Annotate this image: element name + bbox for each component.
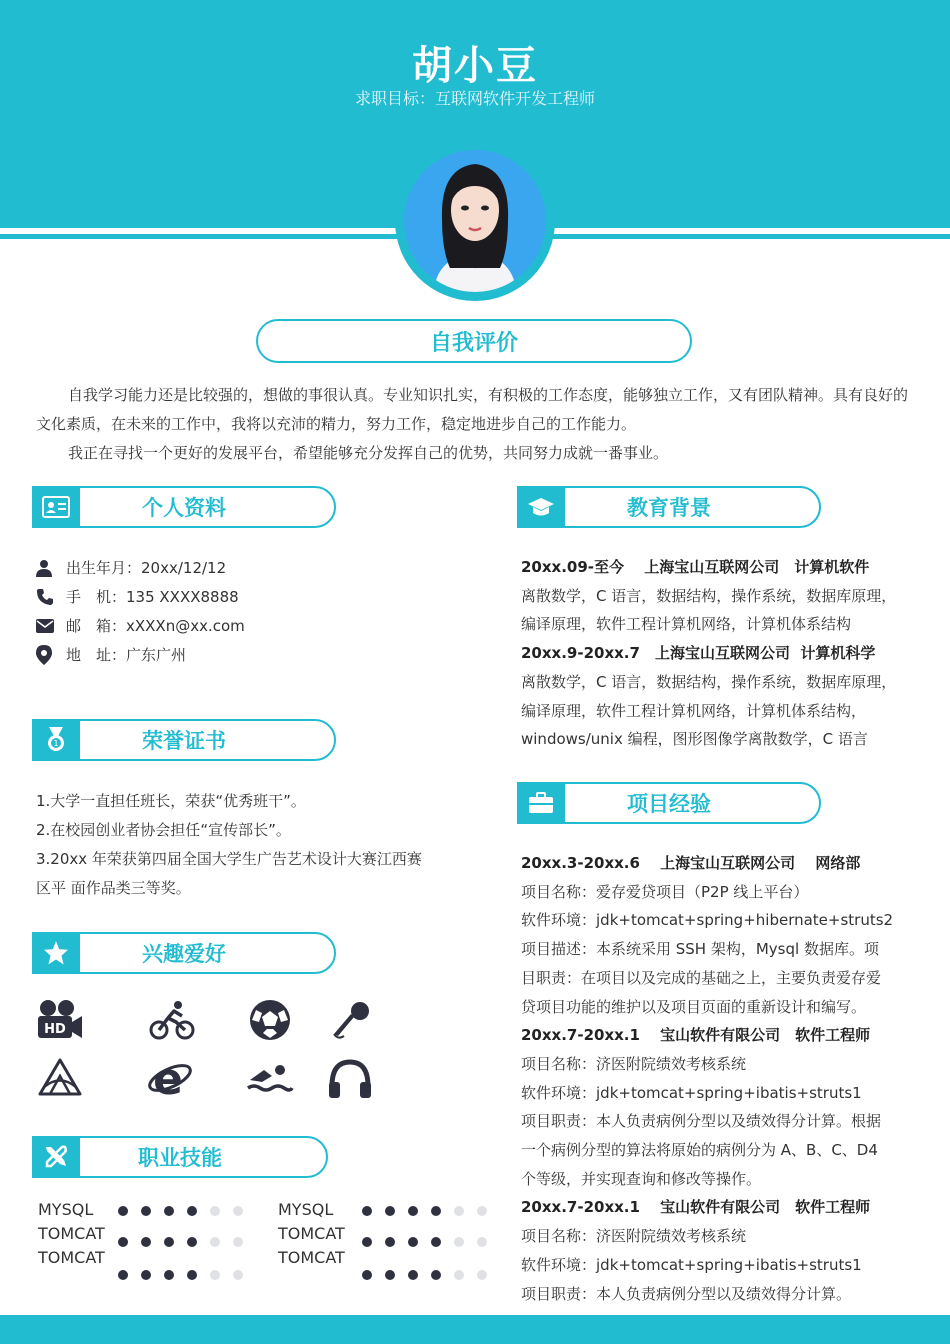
skill-dot-empty [454, 1206, 464, 1216]
entry-heading: 20xx.7-20xx.1 宝山软件有限公司 软件工程师 [521, 1026, 871, 1045]
entry-line: 项目描述：本系统采用 SSH 架构，Mysql 数据库。项 [521, 940, 879, 959]
skill-name: TOMCAT [278, 1248, 345, 1267]
entry-line: 项目名称：济医附院绩效考核系统 [521, 1227, 747, 1246]
skill-dot-empty [477, 1270, 487, 1280]
skill-name: MYSQL [278, 1200, 334, 1219]
entry-line: 项目名称：爱存爱贷项目（P2P 线上平台） [521, 882, 809, 901]
entry-line: 软件环境：jdk+tomcat+spring+ibatis+struts1 [521, 1083, 862, 1102]
section-honors-title: 荣誉证书 [32, 719, 336, 761]
self-eval-paragraph: 我正在寻找一个更好的发展平台，希望能够充分发挥自己的优势，共同努力成就一番事业。 [68, 444, 669, 462]
skill-dot-filled [385, 1237, 395, 1247]
location-icon [36, 645, 58, 665]
hd-video-camera-icon [36, 998, 84, 1042]
medal-icon [32, 719, 80, 761]
candidate-name: 胡小豆 [412, 43, 538, 89]
honors-list [36, 787, 456, 903]
entry-heading: 20xx.9-20xx.7 上海宝山互联网公司 计算机科学 [521, 644, 876, 663]
tent-icon [36, 1056, 84, 1100]
skill-name: MYSQL [38, 1200, 94, 1219]
star-icon [32, 932, 80, 974]
skill-dot-empty [454, 1270, 464, 1280]
avatar [404, 150, 546, 292]
job-target: 求职目标：互联网软件开发工程师 [354, 89, 595, 108]
info-address [36, 640, 186, 669]
cycling-icon [148, 998, 196, 1042]
swimming-icon [246, 1056, 294, 1100]
skill-dot-filled [141, 1237, 151, 1247]
section-projects-title: 项目经验 [517, 782, 821, 824]
svg-text:e: e [153, 1056, 183, 1100]
section-skills [32, 1136, 328, 1178]
skill-name: TOMCAT [38, 1248, 105, 1267]
skill-dot-empty [477, 1237, 487, 1247]
footer-bar [0, 1315, 950, 1344]
info-phone [36, 582, 239, 611]
list-item: 3.20xx 年荣获第四届全国大学生广告艺术设计大赛江西赛 [36, 850, 422, 868]
entry-line: 软件环境：jdk+tomcat+spring+hibernate+struts2 [521, 911, 894, 930]
skill-name: TOMCAT [38, 1224, 105, 1243]
skill-dot-empty [210, 1237, 220, 1247]
skill-dot-empty [477, 1206, 487, 1216]
section-hobbies-title: 兴趣爱好 [32, 932, 336, 974]
entry-line: 编译原理，软件工程计算机网络，计算机体系结构 [521, 615, 852, 634]
entry-line: 软件环境：jdk+tomcat+spring+ibatis+struts1 [521, 1255, 862, 1274]
info-phone-text: 手 机：135 XXXX8888 [66, 588, 239, 606]
mail-icon [36, 619, 58, 633]
graduation-cap-icon [517, 486, 565, 528]
skill-dot-empty [210, 1206, 220, 1216]
skill-dot-filled [118, 1270, 128, 1280]
skill-dot-filled [431, 1237, 441, 1247]
entry-line: 编译原理，软件工程计算机网络，计算机体系结构， [521, 701, 867, 720]
skill-dot-filled [431, 1206, 441, 1216]
entry-line: 目职责：在项目以及完成的基础之上，主要负责爱存爱 [521, 968, 882, 987]
skill-dot-filled [362, 1237, 372, 1247]
skill-dot-filled [187, 1270, 197, 1280]
tools-icon [32, 1136, 80, 1178]
entry-heading: 20xx.7-20xx.1 宝山软件有限公司 软件工程师 [521, 1198, 871, 1217]
section-education-title: 教育背景 [517, 486, 821, 528]
phone-icon [36, 588, 58, 606]
section-hobbies [32, 932, 336, 974]
skill-level [118, 1237, 256, 1247]
info-address-text: 地 址：广东广州 [66, 646, 187, 664]
section-skills-title: 职业技能 [32, 1136, 328, 1178]
skill-level [362, 1237, 500, 1247]
info-email-text: 邮 箱：xXXXn@xx.com [66, 617, 245, 635]
skill-dot-filled [408, 1206, 418, 1216]
skill-dot-filled [164, 1270, 174, 1280]
section-education [517, 486, 821, 528]
info-email [36, 611, 245, 640]
skill-dot-filled [431, 1270, 441, 1280]
education-list [521, 553, 921, 754]
skill-dot-filled [141, 1270, 151, 1280]
entry-line: windows/unix 编程，图形图像学离散数学，C 语言 [521, 730, 868, 749]
svg-text:1: 1 [53, 739, 59, 748]
skill-dot-empty [233, 1206, 243, 1216]
skill-dot-empty [233, 1237, 243, 1247]
entry-heading: 20xx.09-至今 上海宝山互联网公司 计算机软件 [521, 558, 870, 576]
headphones-icon [326, 1056, 374, 1100]
skill-dot-empty [210, 1270, 220, 1280]
microphone-icon [328, 998, 376, 1042]
skill-dot-filled [187, 1237, 197, 1247]
entry-line: 离散数学，C 语言，数据结构，操作系统，数据库原理， [521, 586, 897, 605]
person-icon [36, 559, 58, 577]
svg-text:HD: HD [44, 1022, 66, 1037]
entry-line: 项目名称：济医附院绩效考核系统 [521, 1054, 747, 1073]
soccer-ball-icon [246, 998, 294, 1042]
projects-list [521, 849, 921, 1308]
list-item: 2.在校园创业者协会担任“宣传部长”。 [36, 821, 291, 839]
skill-dot-filled [118, 1206, 128, 1216]
entry-line: 一个病例分型的算法将原始的病例分为 A、B、C、D4 [521, 1141, 878, 1160]
info-birth [36, 553, 226, 582]
entry-line: 贷项目功能的维护以及项目页面的重新设计和编写。 [521, 997, 867, 1016]
skill-level [362, 1270, 500, 1280]
skill-level [362, 1206, 500, 1216]
entry-line: 离散数学，C 语言，数据结构，操作系统，数据库原理， [521, 672, 897, 691]
id-card-icon [32, 486, 80, 528]
briefcase-icon [517, 782, 565, 824]
skill-dot-filled [408, 1237, 418, 1247]
internet-explorer-icon [146, 1056, 194, 1100]
skill-dot-filled [141, 1206, 151, 1216]
section-projects [517, 782, 821, 824]
section-personal [32, 486, 336, 528]
self-eval-paragraph: 自我学习能力还是比较强的，想做的事很认真。专业知识扎实，有积极的工作态度，能够独立工作，又有团队精神。具有良好的文化素质，在未来的工作中，我将以充沛的精力，努力工作，稳定地进步自己的工作能力。 [36, 386, 909, 433]
list-item: 区平 面作品类三等奖。 [36, 879, 191, 897]
skill-name: TOMCAT [278, 1224, 345, 1243]
list-item: 1.大学一直担任班长，荣获“优秀班干”。 [36, 792, 306, 810]
skill-dot-filled [164, 1206, 174, 1216]
skill-dot-filled [385, 1270, 395, 1280]
skill-level [118, 1206, 256, 1216]
skill-dot-filled [385, 1206, 395, 1216]
skill-dot-empty [454, 1237, 464, 1247]
skill-dot-filled [408, 1270, 418, 1280]
info-birth-text: 出生年月：20xx/12/12 [66, 559, 227, 577]
section-honors [32, 719, 336, 761]
skill-dot-filled [187, 1206, 197, 1216]
entry-line: 项目职责：本人负责病例分型以及绩效得分计算。 [521, 1284, 852, 1303]
entry-heading: 20xx.3-20xx.6 上海宝山互联网公司 网络部 [521, 854, 861, 872]
entry-line: 项目职责：本人负责病例分型以及绩效得分计算。根据 [521, 1112, 882, 1131]
skill-dot-filled [362, 1270, 372, 1280]
entry-line: 个等级，并实现查询和修改等操作。 [521, 1169, 762, 1188]
self-eval-text [36, 381, 916, 468]
self-eval-title: 自我评价 [256, 319, 692, 363]
section-personal-title: 个人资料 [32, 486, 336, 528]
skill-dot-filled [164, 1237, 174, 1247]
skill-dot-filled [118, 1237, 128, 1247]
skill-dot-filled [362, 1206, 372, 1216]
skill-level [118, 1270, 256, 1280]
skill-dot-empty [233, 1270, 243, 1280]
